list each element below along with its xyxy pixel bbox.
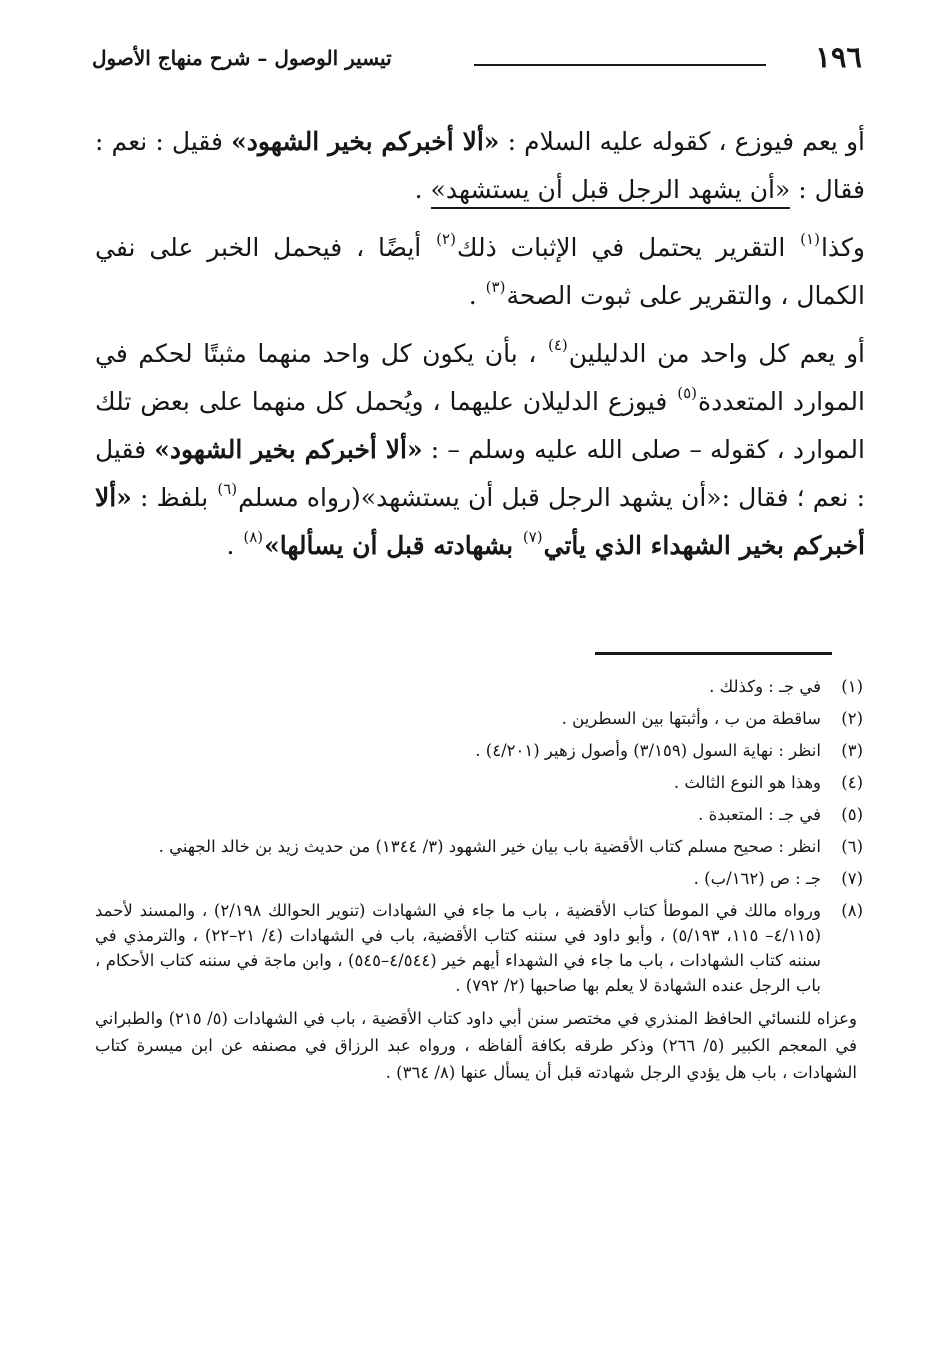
footnote-continuation: وعزاه للنسائي الحافظ المنذري في مختصر سنن أبي داود كتاب الأقضية ، باب في الشهادات (٥/ ٢١٥) والطبراني في المعجم الكبير (٥/ ٢٦٦) وذكر طرقه بكافة ألفاظه ، ورواه عبد الرزاق في مصنفه عن ابن ميسرة كتاب الشهادات ، باب هل يؤدي الرجل شهادته قبل أن يسأل عنها (٨/ ٣٦٤) . (95, 1009, 858, 1082)
footnote-text: في جـ : وكذلك . (709, 677, 821, 696)
footnote (95, 802, 863, 827)
footnote (95, 706, 863, 731)
main-text (95, 118, 865, 580)
hadith-quote: بشهادته قبل أن يسألها» (264, 531, 522, 560)
footnotes (95, 674, 863, 1093)
footnote (95, 866, 863, 891)
text-span: فقيل : نعم ؛ فقال :«أن يشهد الرجل قبل أن يستشهد»(رواه مسلم (95, 435, 865, 512)
text-span: التقرير يحتمل في الإثبات ذلك (456, 233, 800, 262)
footnote-text: انظر : نهاية السول (٣/١٥٩) وأصول زهير (٤/٢٠١) . (475, 741, 821, 760)
footnote-ref[interactable]: (٦) (217, 480, 238, 498)
footnote-text: في جـ : المتعبدة . (698, 805, 821, 824)
footnote-number: (٤) (841, 773, 863, 792)
footnote-number: (٧) (841, 869, 863, 888)
footnote-number: (٨) (841, 901, 863, 920)
footnote (95, 898, 863, 998)
text-span: وكذا (820, 233, 865, 262)
running-header (92, 40, 862, 90)
hadith-quote: «ألا أخبركم بخير الشهداء الذي يأتي (95, 483, 865, 560)
footnote-number: (٢) (841, 709, 863, 728)
paragraph-1 (95, 118, 865, 214)
underlined-quote: «أن يشهد الرجل قبل أن يستشهد» (431, 175, 791, 209)
text-span: فقيل : نعم : فقال : (95, 127, 865, 204)
footnote (95, 770, 863, 795)
footnote-ref[interactable]: (٤) (548, 336, 568, 354)
footnote-ref[interactable]: (٥) (677, 384, 697, 402)
footnote (95, 834, 863, 859)
text-span: بلفظ : (131, 483, 217, 512)
text-span: أو يعم كل واحد من الدليلين (568, 339, 865, 368)
footnote-text: وهذا هو النوع الثالث . (673, 773, 821, 792)
running-title: تيسير الوصول – شرح منهاج الأصول (92, 46, 392, 70)
footnote-number: (٥) (841, 805, 863, 824)
footnote-ref[interactable]: (٨) (243, 528, 264, 546)
text-span: . (414, 175, 431, 204)
header-rule (474, 64, 766, 66)
text-span: . (226, 531, 243, 560)
footnote-text: ساقطة من ب ، وأثبتها بين السطرين . (561, 709, 821, 728)
text-span: ، بأن يكون كل واحد منهما مثبتًا لحكم في الموارد المتعددة (95, 339, 865, 416)
paragraph-2 (95, 224, 865, 320)
footnote-ref[interactable]: (٧) (522, 528, 543, 546)
footnote-ref[interactable]: (٢) (436, 230, 456, 248)
footnote-number: (٣) (841, 741, 863, 760)
footnote-ref[interactable]: (٣) (485, 278, 506, 296)
footnote-text: جـ : ص (١٦٢/ب) . (693, 869, 821, 888)
text-span: فيوزع الدليلان عليهما ، ويُحمل كل منهما على بعض تلك الموارد ، كقوله – صلى الله عليه وسلم – : (95, 387, 865, 464)
paragraph-3 (95, 330, 865, 570)
footnote-ref[interactable]: (١) (800, 230, 820, 248)
footnote-separator (595, 652, 832, 655)
footnote (95, 738, 863, 763)
footnote-number: (١) (841, 677, 863, 696)
footnote-number: (٦) (841, 837, 863, 856)
hadith-quote: «ألا أخبركم بخير الشهود» (154, 435, 423, 464)
text-span: . (468, 281, 485, 310)
footnote-text: ورواه مالك في الموطأ كتاب الأقضية ، باب ما جاء في الشهادات (تنوير الحوالك ٢/١٩٨) ، والمسند لأحمد (٤/١١٥– ١١٥، ٥/١٩٣) ، وأبو داود في سننه كتاب الأقضية، باب في الشهادات (٤/ ٢١–٢٢) ، والترمذي في سننه كتاب الشهادات ، باب ما جاء في الشهداء أيهم خير (٤/٥٤٤–٥٤٥) ، وابن ماجة في سننه كتاب الأحكام ، باب الرجل عنده الشهادة لا يعلم بها صاحبها (٢/ ٧٩٢) . (95, 901, 822, 995)
text-span: أو يعم فيوزع ، كقوله عليه السلام : (499, 127, 865, 156)
hadith-quote: «ألا أخبركم بخير الشهود» (231, 127, 500, 156)
page-number: ١٩٦ (815, 40, 862, 74)
footnote-text: انظر : صحيح مسلم كتاب الأقضية باب بيان خير الشهود (٣/ ١٣٤٤) من حديث زيد بن خالد الجهني . (158, 837, 821, 856)
text-span: أيضًا ، فيحمل الخبر على نفي الكمال ، والتقرير على ثبوت الصحة (95, 233, 865, 310)
footnote (95, 674, 863, 699)
